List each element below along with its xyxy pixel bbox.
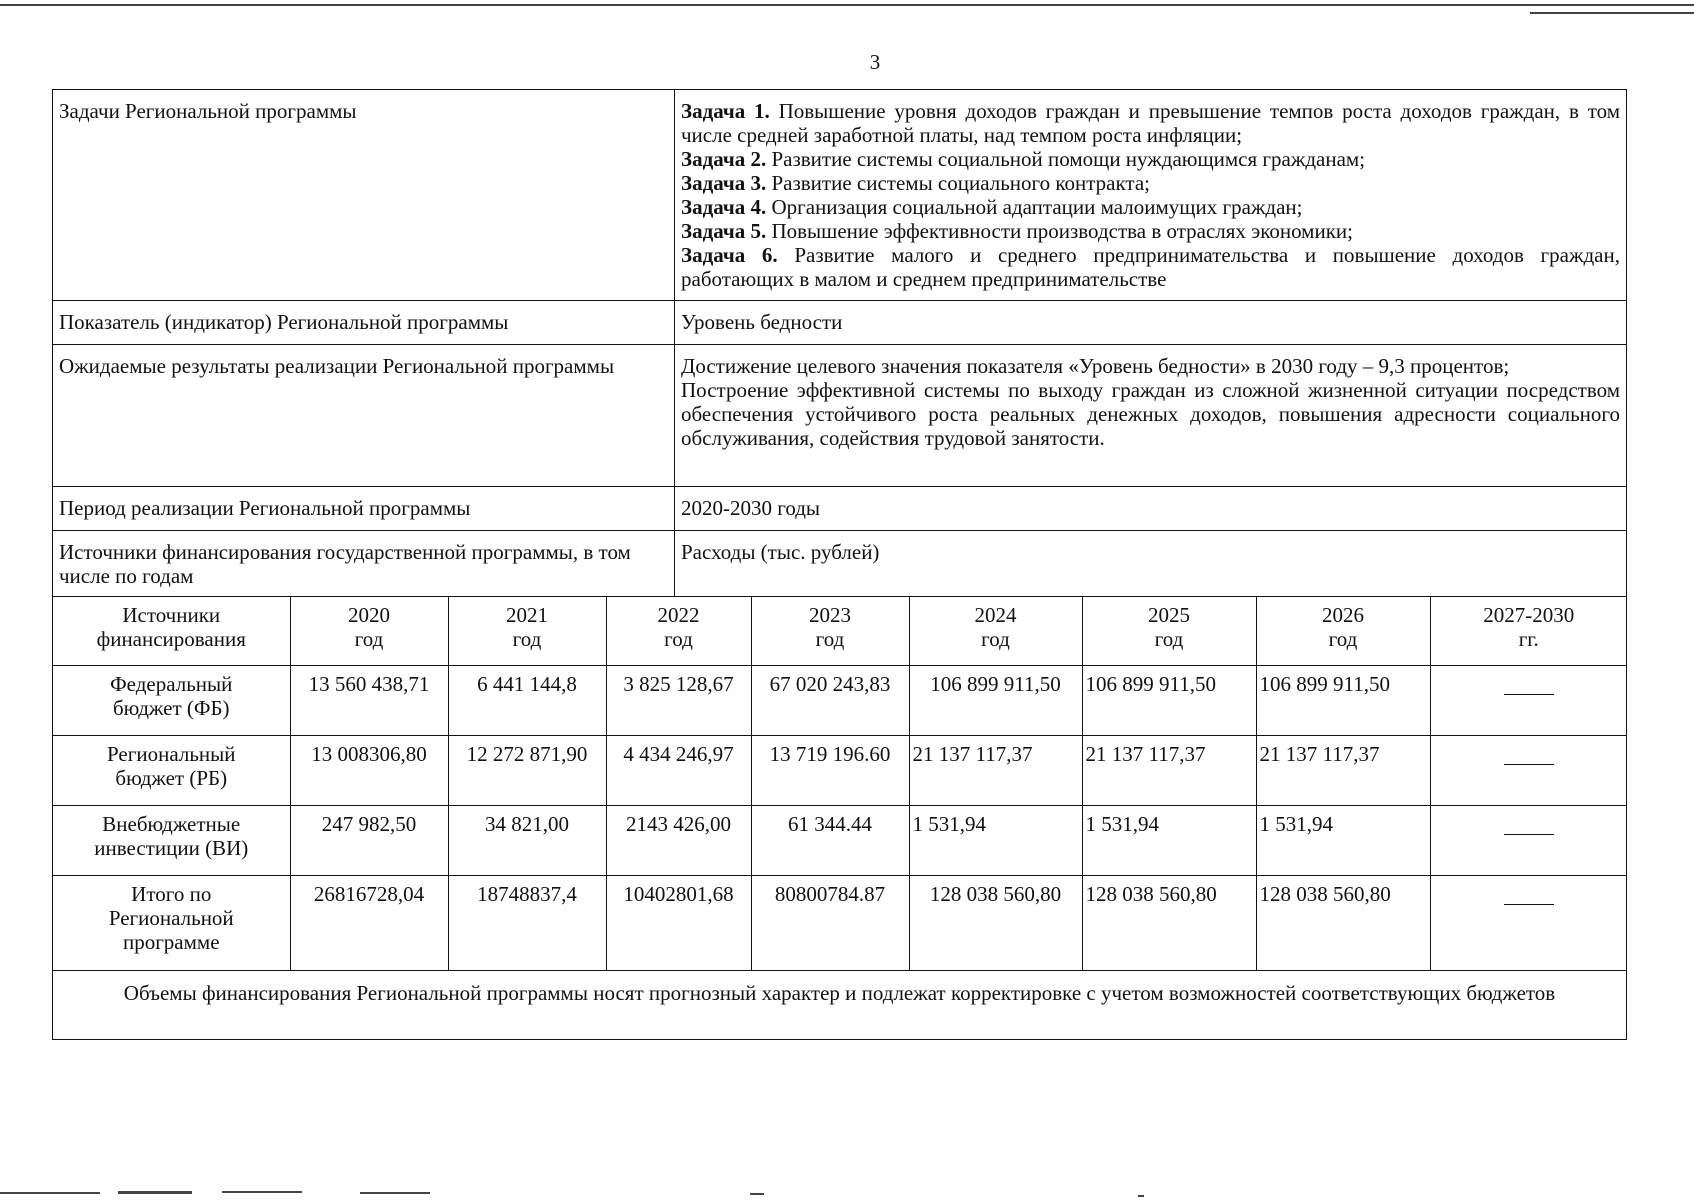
results-content [675,345,1627,487]
amount-cell: 106 899 911,50 [1256,666,1430,736]
source-name [53,666,290,736]
amount-cell: 128 038 560,80 [1082,876,1256,971]
amount-cell: 128 038 560,80 [1256,876,1430,971]
task-item [681,195,1620,219]
task-item [681,171,1620,195]
header-year [751,597,909,666]
task-item [681,243,1620,291]
amount-cell: 247 982,50 [290,806,448,876]
header-source [53,597,290,666]
year-value: 2020 [348,603,390,627]
scan-bottom-fragment [360,1192,430,1194]
year-value: 2022 [657,603,700,627]
source-name-line: программе [122,930,220,954]
amount-cell: 12 272 871,90 [448,736,606,806]
amount-cell: 10402801,68 [606,876,751,971]
header-year [290,597,448,666]
source-name-line: Региональный [107,742,236,766]
note-row [53,971,1627,1040]
task-number: Задача 6. [681,243,778,267]
amount-cell: 106 899 911,50 [909,666,1082,736]
source-name-line: инвестиции (ВИ) [94,836,249,860]
financing-table [53,597,1627,970]
period-row [53,487,1627,531]
sources-row [53,531,1627,597]
scan-top-line [0,4,1694,6]
task-text: Повышение уровня доходов граждан и превышение темпов роста доходов граждан, в том числе средней заработной платы, над темпом роста инфляции; [681,99,1620,147]
sources-value: Расходы (тыс. рублей) [675,531,1627,597]
results-system: Построение эффективной системы по выходу граждан из сложной жизненной ситуации посредством обеспечения устойчивого роста реальных денежных доходов, повышения адресности социального обслуживания, содействия трудовой занятости. [681,378,1620,450]
financing-note: Объемы финансирования Региональной программы носят прогнозный характер и подлежат корректировке с учетом возможностей соответствующих бюджетов [53,971,1627,1040]
financing-row [53,597,1627,971]
year-unit: год [354,627,384,651]
task-number: Задача 4. [681,195,767,219]
header-year [448,597,606,666]
amount-cell: 13 719 196.60 [751,736,909,806]
empty-amount-cell [1430,876,1627,971]
period-label: Период реализации Региональной программы [53,487,675,531]
financing-container [53,597,1627,971]
amount-cell: 26816728,04 [290,876,448,971]
task-number: Задача 5. [681,219,767,243]
year-value: 2027-2030 [1483,603,1575,627]
program-passport-table [52,89,1627,1040]
amount-cell: 1 531,94 [909,806,1082,876]
amount-cell: 61 344.44 [751,806,909,876]
task-number: Задача 1. [681,99,770,123]
amount-cell: 1 531,94 [1082,806,1256,876]
header-source-line: Источники [122,603,221,627]
amount-cell: 80800784.87 [751,876,909,971]
amount-cell: 4 434 246,97 [606,736,751,806]
source-name-line: Внебюджетные [102,812,241,836]
year-unit: год [1154,627,1184,651]
year-value: 2026 [1322,603,1364,627]
results-row [53,345,1627,487]
source-name-line: Региональной [108,906,234,930]
source-name-line: Федеральный [110,672,233,696]
year-unit: год [981,627,1010,651]
empty-amount-cell [1430,666,1627,736]
year-value: 2021 [506,603,548,627]
financing-row-federal [53,666,1627,736]
financing-row-offbudget [53,806,1627,876]
amount-cell: 106 899 911,50 [1082,666,1256,736]
task-item [681,147,1620,171]
task-text: Организация социальной адаптации малоимущих граждан; [766,195,1303,219]
financing-row-regional [53,736,1627,806]
amount-cell: 13 008306,80 [290,736,448,806]
amount-cell: 21 137 117,37 [909,736,1082,806]
dash-placeholder [1504,834,1554,835]
scan-top-line-right [1530,12,1694,14]
amount-cell: 1 531,94 [1256,806,1430,876]
year-unit: год [664,627,693,651]
task-text: Развитие системы социального контракта; [766,171,1151,195]
amount-cell: 21 137 117,37 [1082,736,1256,806]
task-number: Задача 2. [681,147,767,171]
scan-bottom-fragment [118,1191,192,1194]
source-name [53,876,290,971]
amount-cell: 18748837,4 [448,876,606,971]
task-text: Развитие системы социальной помощи нуждающимся гражданам; [766,147,1366,171]
year-unit: гг. [1518,627,1539,651]
source-name-line: бюджет (РБ) [115,766,228,790]
empty-amount-cell [1430,736,1627,806]
task-item [681,219,1620,243]
indicator-row [53,301,1627,345]
scan-bottom-fragment [0,1192,100,1194]
indicator-value: Уровень бедности [675,301,1627,345]
amount-cell: 13 560 438,71 [290,666,448,736]
indicator-label: Показатель (индикатор) Региональной программы [53,301,675,345]
page-number: 3 [869,50,881,74]
task-item [681,99,1620,147]
amount-cell: 3 825 128,67 [606,666,751,736]
financing-header-row [53,597,1627,666]
year-unit: год [815,627,845,651]
results-label: Ожидаемые результаты реализации Региональной программы [53,345,675,487]
task-text: Повышение эффективности производства в отраслях экономики; [766,219,1353,243]
year-value: 2025 [1148,603,1190,627]
header-source-line: финансирования [96,627,246,651]
amount-cell: 6 441 144,8 [448,666,606,736]
amount-cell: 34 821,00 [448,806,606,876]
task-text: Развитие малого и среднего предпринимательства и повышение доходов граждан, работающих в малом и среднем предпринимательстве [681,243,1620,291]
header-year [1256,597,1430,666]
financing-row-total [53,876,1627,971]
year-value: 2024 [974,603,1017,627]
source-name [53,806,290,876]
results-target: Достижение целевого значения показателя «Уровень бедности» в 2030 году – 9,3 процентов; [681,354,1510,378]
header-year [1430,597,1627,666]
source-name [53,736,290,806]
header-year [606,597,751,666]
period-value: 2020-2030 годы [675,487,1627,531]
dash-placeholder [1504,694,1554,695]
scan-bottom-fragment [1138,1195,1144,1197]
year-unit: год [512,627,542,651]
year-value: 2023 [809,603,851,627]
tasks-row [53,90,1627,301]
dash-placeholder [1504,904,1554,905]
header-year [1082,597,1256,666]
amount-cell: 21 137 117,37 [1256,736,1430,806]
tasks-label: Задачи Региональной программы [53,90,675,301]
source-name-line: бюджет (ФБ) [112,696,230,720]
amount-cell: 128 038 560,80 [909,876,1082,971]
amount-cell: 67 020 243,83 [751,666,909,736]
tasks-content [675,90,1627,301]
source-name-line: Итого по [131,882,212,906]
sources-label: Источники финансирования государственной программы, в том числе по годам [53,531,675,597]
scan-bottom-fragment [750,1193,764,1195]
empty-amount-cell [1430,806,1627,876]
dash-placeholder [1504,764,1554,765]
header-year [909,597,1082,666]
task-number: Задача 3. [681,171,767,195]
scan-bottom-fragment [222,1191,302,1193]
year-unit: год [1328,627,1358,651]
amount-cell: 2143 426,00 [606,806,751,876]
